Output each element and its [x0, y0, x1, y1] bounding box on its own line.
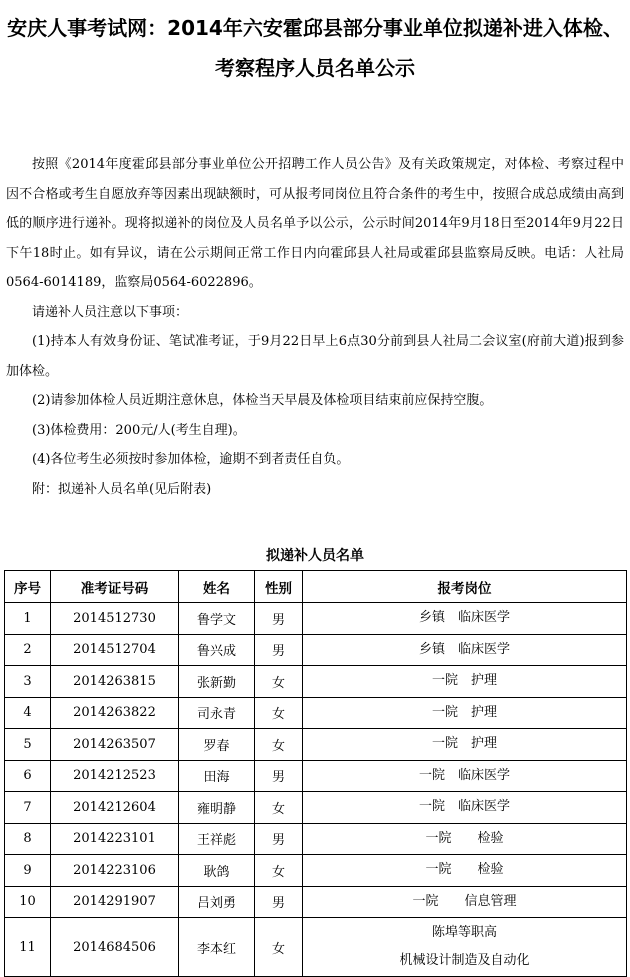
paragraph-intro: 按照《2014年度霍邱县部分事业单位公开招聘工作人员公告》及有关政策规定，对体检、考察过程中因不合格或考生自愿放弃等因素出现缺额时，可从报考同岗位且符合条件的考生中，按照合成总成绩由高到低的顺序进行递补。现将拟递补的岗位及人员名单予以公示，公示时间2014年9月18日至2014年9月22日下午18时止。如有异议，请在公示期间正常工作日内向霍邱县人社局或霍邱县监察局反映。电话：人社局0564-6014189，监察局0564-6022896。 [6, 157, 624, 290]
cell-gender: 女 [255, 855, 303, 887]
table-row [5, 666, 627, 698]
header-name: 姓名 [179, 571, 255, 603]
cell-exam-id: 2014512730 [51, 603, 179, 635]
cell-name: 张新勤 [179, 666, 255, 698]
paragraph-attachment: 附：拟递补人员名单(见后附表) [32, 481, 212, 497]
cell-gender: 女 [255, 697, 303, 729]
table-header-row [5, 571, 627, 603]
cell-exam-id: 2014223101 [51, 823, 179, 855]
cell-name: 鲁兴成 [179, 634, 255, 666]
cell-post: 一院 护理 [303, 666, 627, 698]
cell-post: 一院 信息管理 [303, 886, 627, 918]
cell-post: 乡镇 临床医学 [303, 634, 627, 666]
cell-gender: 男 [255, 603, 303, 635]
header-no: 序号 [5, 571, 51, 603]
paragraph-notice-heading: 请递补人员注意以下事项： [32, 304, 189, 320]
table-row [5, 823, 627, 855]
cell-no: 6 [5, 760, 51, 792]
cell-exam-id: 2014263822 [51, 697, 179, 729]
cell-name: 鲁学文 [179, 603, 255, 635]
table-row [5, 729, 627, 761]
cell-gender: 女 [255, 792, 303, 824]
candidate-table [4, 570, 627, 977]
cell-no: 2 [5, 634, 51, 666]
cell-gender: 男 [255, 886, 303, 918]
table-row [5, 634, 627, 666]
cell-exam-id: 2014212604 [51, 792, 179, 824]
header-exam-id: 准考证号码 [51, 571, 179, 603]
cell-exam-id: 2014291907 [51, 886, 179, 918]
cell-name: 雍明静 [179, 792, 255, 824]
cell-no: 5 [5, 729, 51, 761]
cell-gender: 男 [255, 634, 303, 666]
cell-name: 司永青 [179, 697, 255, 729]
cell-no: 9 [5, 855, 51, 887]
table-row [5, 918, 627, 977]
cell-name: 耿鸽 [179, 855, 255, 887]
paragraph-item-2: (2)请参加体检人员近期注意休息，体检当天早晨及体检项目结束前应保持空腹。 [32, 393, 493, 408]
cell-post: 一院 临床医学 [303, 760, 627, 792]
cell-no: 7 [5, 792, 51, 824]
table-caption: 拟递补人员名单 [266, 548, 364, 564]
cell-exam-id: 2014512704 [51, 634, 179, 666]
cell-name: 李本红 [179, 918, 255, 977]
paragraph-item-4: (4)各位考生必须按时参加体检，逾期不到者责任自负。 [32, 452, 350, 467]
cell-exam-id: 2014223106 [51, 855, 179, 887]
table-row [5, 886, 627, 918]
cell-post: 一院 检验 [303, 823, 627, 855]
cell-name: 吕刘勇 [179, 886, 255, 918]
cell-post: 一院 护理 [303, 697, 627, 729]
cell-name: 罗春 [179, 729, 255, 761]
cell-no: 1 [5, 603, 51, 635]
cell-post: 一院 临床医学 [303, 792, 627, 824]
cell-no: 8 [5, 823, 51, 855]
header-post: 报考岗位 [303, 571, 627, 603]
document-title: 安庆人事考试网：2014年六安霍邱县部分事业单位拟递补进入体检、考察程序人员名单公示 [7, 16, 623, 80]
cell-no: 4 [5, 697, 51, 729]
table-row [5, 760, 627, 792]
cell-gender: 女 [255, 666, 303, 698]
cell-name: 王祥彪 [179, 823, 255, 855]
header-gender: 性别 [255, 571, 303, 603]
cell-gender: 男 [255, 823, 303, 855]
cell-exam-id: 2014212523 [51, 760, 179, 792]
table-row [5, 603, 627, 635]
paragraph-item-3: (3)体检费用：200元/人(考生自理)。 [32, 422, 246, 438]
cell-post: 一院 检验 [303, 855, 627, 887]
paragraph-item-1: (1)持本人有效身份证、笔试准考证，于9月22日早上6点30分前到县人社局二会议室(府前大道)报到参加体检。 [6, 334, 624, 379]
cell-post: 一院 护理 [303, 729, 627, 761]
cell-gender: 男 [255, 760, 303, 792]
table-row [5, 697, 627, 729]
cell-post: 陈埠等职高 机械设计制造及自动化 [303, 918, 627, 977]
cell-no: 11 [5, 918, 51, 977]
cell-no: 10 [5, 886, 51, 918]
cell-gender: 女 [255, 729, 303, 761]
cell-name: 田海 [179, 760, 255, 792]
cell-no: 3 [5, 666, 51, 698]
table-row [5, 855, 627, 887]
cell-exam-id: 2014263507 [51, 729, 179, 761]
cell-post: 乡镇 临床医学 [303, 603, 627, 635]
cell-exam-id: 2014684506 [51, 918, 179, 977]
announcement-body [6, 150, 624, 504]
table-row [5, 792, 627, 824]
cell-gender: 女 [255, 918, 303, 977]
cell-exam-id: 2014263815 [51, 666, 179, 698]
